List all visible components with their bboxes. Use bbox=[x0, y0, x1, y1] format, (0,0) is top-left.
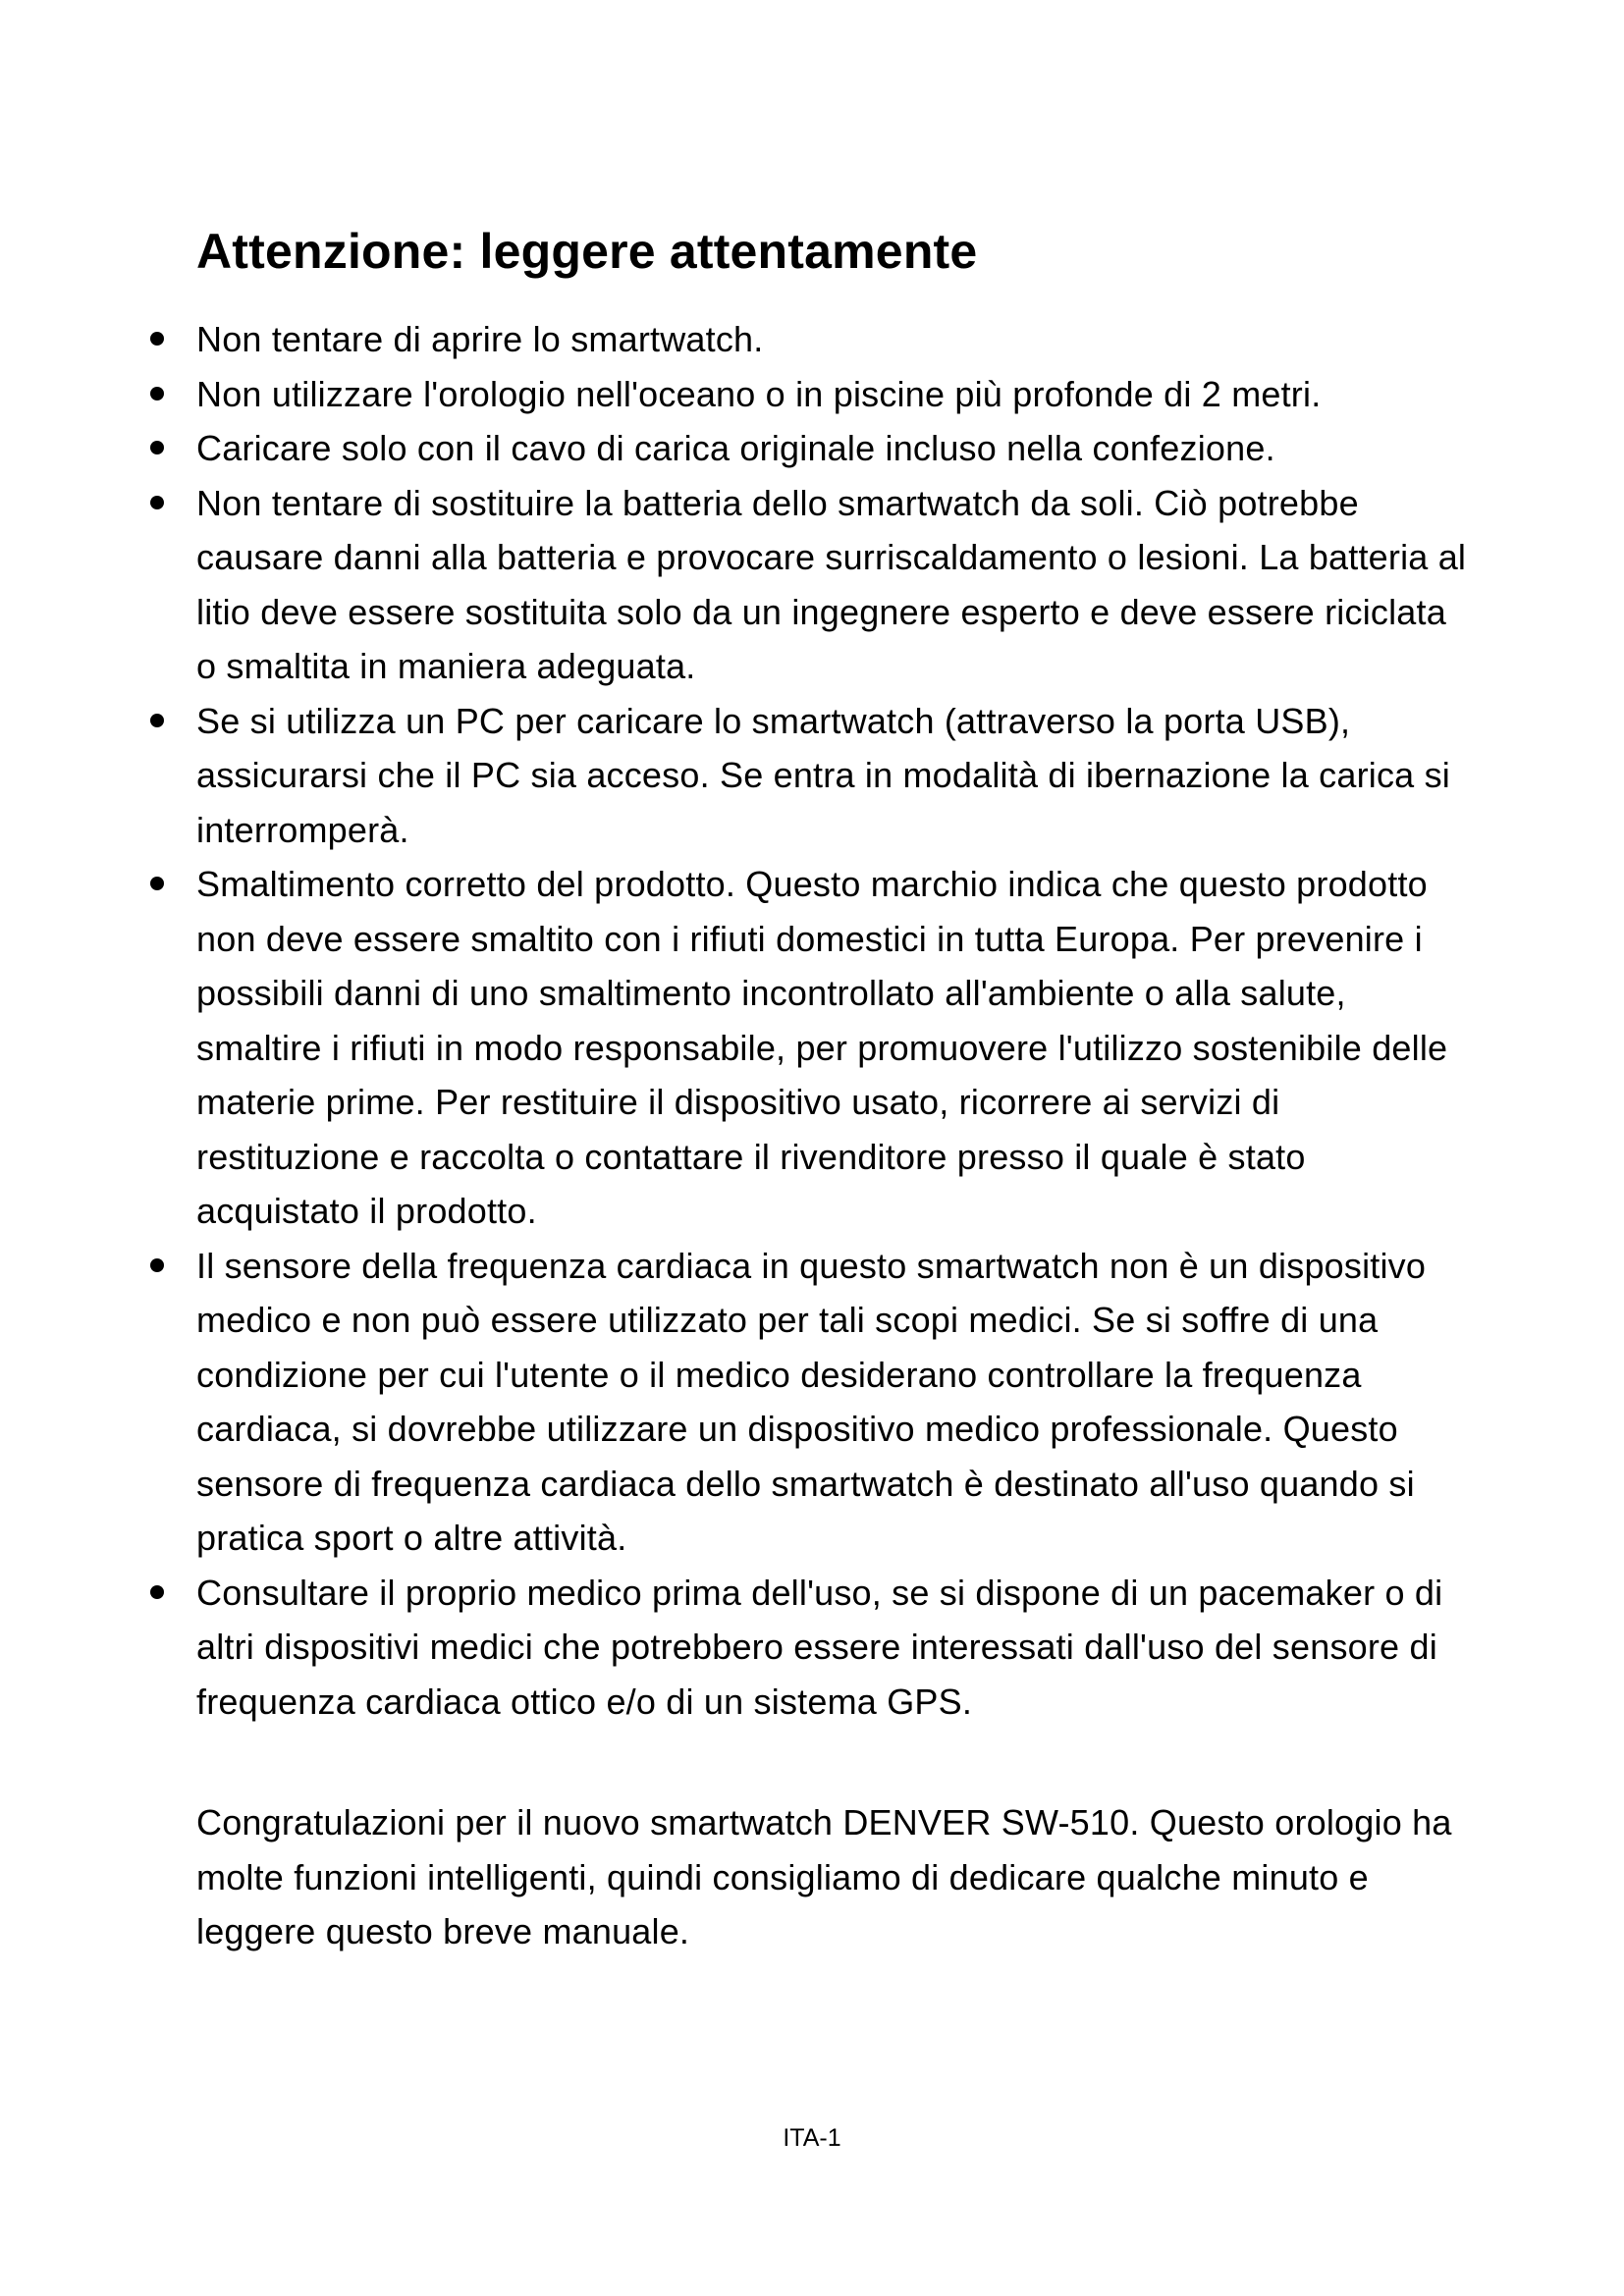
bullet-icon bbox=[150, 332, 164, 346]
page-title: Attenzione: leggere attentamente bbox=[196, 224, 978, 279]
warning-item bbox=[0, 694, 1473, 858]
warning-text: Se si utilizza un PC per caricare lo smartwatch (attraverso la porta USB), assicurarsi che il PC sia acceso. Se entra in modalità di ibernazione la carica si interromperà. bbox=[196, 700, 1450, 850]
page-number: ITA-1 bbox=[783, 2124, 841, 2152]
warning-text: Non utilizzare l'orologio nell'oceano o in piscine più profonde di 2 metri. bbox=[196, 373, 1322, 414]
warning-text: Consultare il proprio medico prima dell'uso, se si dispone di un pacemaker o di altri dispositivi medici che potrebbero essere interessati dall'uso del sensore di frequenza cardiaca ottico e/o di un sistema GPS. bbox=[196, 1572, 1443, 1722]
bullet-icon bbox=[150, 1585, 164, 1599]
warning-text: Non tentare di sostituire la batteria dello smartwatch da soli. Ciò potrebbe causare danni alla batteria e provocare surriscaldamento o lesioni. La batteria al litio deve essere sostituita solo da un ingegnere esperto e deve essere riciclata o smaltita in maniera adeguata. bbox=[196, 482, 1467, 686]
bullet-icon bbox=[150, 714, 164, 727]
warning-item bbox=[0, 1239, 1473, 1566]
bullet-icon bbox=[150, 877, 164, 890]
warning-item bbox=[0, 476, 1473, 694]
bullet-icon bbox=[150, 496, 164, 509]
bullet-icon bbox=[150, 1258, 164, 1272]
bullet-icon bbox=[150, 441, 164, 454]
warning-text: Non tentare di aprire lo smartwatch. bbox=[196, 319, 764, 359]
intro-paragraph: Congratulazioni per il nuovo smartwatch DENVER SW-510. Questo orologio ha molte funzioni intelligenti, quindi consigliamo di dedicare qualche minuto e leggere questo breve manuale. bbox=[196, 1802, 1452, 1951]
warning-item bbox=[0, 312, 1473, 367]
warning-item bbox=[0, 1566, 1473, 1730]
warning-item bbox=[0, 857, 1473, 1239]
warning-text: Smaltimento corretto del prodotto. Questo marchio indica che questo prodotto non deve essere smaltito con i rifiuti domestici in tutta Europa. Per prevenire i possibili danni di uno smaltimento incontrollato all'ambiente o alla salute, smaltire i rifiuti in modo responsabile, per promuovere l'utilizzo sostenibile delle materie prime. Per restituire il dispositivo usato, ricorrere ai servizi di restituzione e raccolta o contattare il rivenditore presso il quale è stato acquistato il prodotto. bbox=[196, 864, 1448, 1231]
warning-text: Il sensore della frequenza cardiaca in questo smartwatch non è un dispositivo medico e non può essere utilizzato per tali scopi medici. Se si soffre di una condizione per cui l'utente o il medico desiderano controllare la frequenza cardiaca, si dovrebbe utilizzare un dispositivo medico professionale. Questo sensore di frequenza cardiaca dello smartwatch è destinato all'uso quando si pratica sport o altre attività. bbox=[196, 1245, 1427, 1558]
warning-text: Caricare solo con il cavo di carica originale incluso nella confezione. bbox=[196, 428, 1275, 468]
bullet-icon bbox=[150, 387, 164, 400]
warning-item bbox=[0, 421, 1473, 476]
warning-list bbox=[0, 312, 1624, 1729]
warning-item bbox=[0, 367, 1473, 422]
